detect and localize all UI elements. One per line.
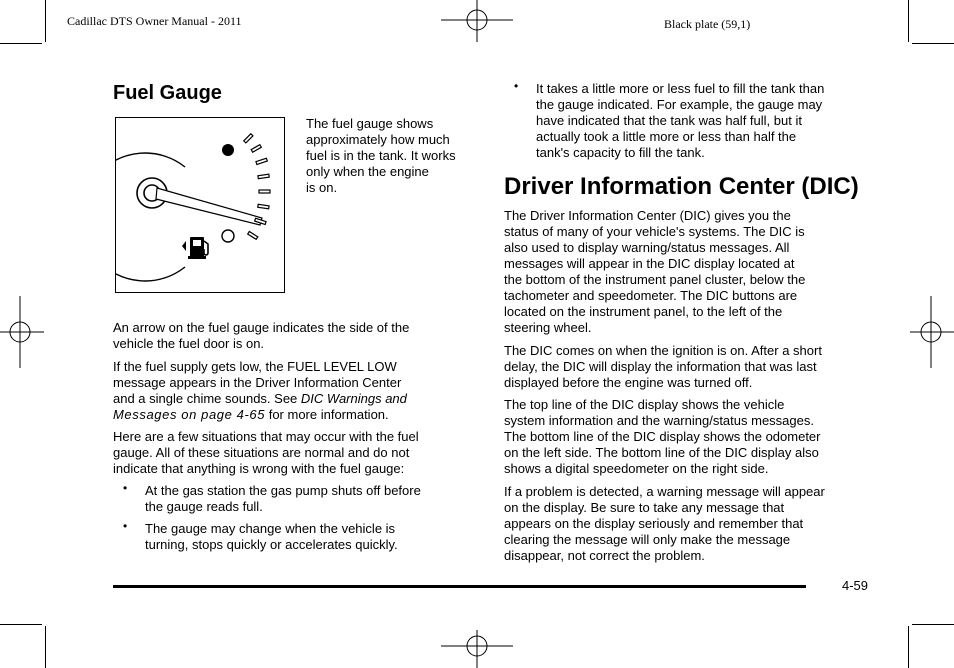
text-line: tachometer and speedometer. The DIC buttons are bbox=[504, 288, 798, 303]
text-line: At the gas station the gas pump shuts off before bbox=[145, 483, 421, 498]
text-line: The bottom line of the DIC display shows the odometer bbox=[504, 429, 821, 444]
bullet-item bbox=[145, 521, 485, 553]
text-line: indicate that anything is wrong with the fuel gauge: bbox=[113, 461, 405, 476]
paragraph-fuel-low bbox=[113, 359, 483, 423]
paragraph-dic-warning bbox=[504, 484, 874, 564]
text-line: gauge. All of these situations are normal and do not bbox=[113, 445, 410, 460]
crop-mark bbox=[912, 43, 954, 44]
text-line: It takes a little more or less fuel to fill the tank than bbox=[536, 81, 825, 96]
text-line: the gauge indicated. For example, the gauge may bbox=[536, 97, 823, 112]
caption-line: fuel is in the tank. It works bbox=[306, 148, 456, 163]
text-line: turning, stops quickly or accelerates quickly. bbox=[145, 537, 398, 552]
caption-line: The fuel gauge shows bbox=[306, 116, 434, 131]
text-line: The gauge may change when the vehicle is bbox=[145, 521, 396, 536]
text-line: located on the instrument panel, to the left of the bbox=[504, 304, 783, 319]
text-line: message appears in the Driver Information Center bbox=[113, 375, 402, 390]
registration-mark-right bbox=[910, 296, 954, 368]
cross-reference-link[interactable]: Messages on page 4-65 bbox=[113, 407, 266, 422]
crop-mark bbox=[0, 43, 42, 44]
section-heading-fuel-gauge: Fuel Gauge bbox=[113, 82, 222, 104]
text-line: disappear, not correct the problem. bbox=[504, 548, 705, 563]
text-span: and a single chime sounds. See bbox=[113, 391, 301, 406]
text-line: have indicated that the tank was half full, but it bbox=[536, 113, 802, 128]
footer-rule bbox=[113, 585, 806, 588]
text-line: Here are a few situations that may occur with the fuel bbox=[113, 429, 419, 444]
text-line: If a problem is detected, a warning message will appear bbox=[504, 484, 825, 499]
paragraph-dic-ignition bbox=[504, 343, 874, 391]
text-line: actually took a little more or less than half the bbox=[536, 129, 797, 144]
plate-label: Black plate (59,1) bbox=[664, 17, 751, 31]
bullet-icon: • bbox=[123, 481, 128, 495]
paragraph-fuel-door bbox=[113, 320, 483, 352]
crop-mark bbox=[908, 626, 909, 668]
caption-line: only when the engine bbox=[306, 164, 429, 179]
text-line: The top line of the DIC display shows the vehicle bbox=[504, 397, 785, 412]
crop-mark bbox=[908, 0, 909, 42]
crop-mark bbox=[0, 624, 42, 625]
paragraph-dic-intro bbox=[504, 208, 874, 336]
text-line: tank's capacity to fill the tank. bbox=[536, 145, 705, 160]
bullet-item bbox=[145, 483, 485, 515]
manual-title: Cadillac DTS Owner Manual - 2011 bbox=[67, 14, 242, 28]
text-line: vehicle the fuel door is on. bbox=[113, 336, 265, 351]
text-line: clearing the message will only make the message bbox=[504, 532, 791, 547]
text-line: The Driver Information Center (DIC) gives you the bbox=[504, 208, 791, 223]
text-span: for more information. bbox=[265, 407, 389, 422]
paragraph-situations bbox=[113, 429, 483, 477]
text-line: The DIC comes on when the ignition is on. After a short bbox=[504, 343, 822, 358]
text-line: on the display. Be sure to take any message that bbox=[504, 500, 785, 515]
crop-mark bbox=[45, 0, 46, 42]
text-line: the bottom of the instrument panel cluster, below the bbox=[504, 272, 806, 287]
text-line: messages will appear in the DIC display located at bbox=[504, 256, 795, 271]
gauge-caption bbox=[306, 116, 486, 196]
text-line: displayed before the engine was turned off. bbox=[504, 375, 753, 390]
text-line: An arrow on the fuel gauge indicates the side of the bbox=[113, 320, 410, 335]
registration-mark-bottom bbox=[441, 626, 513, 668]
text-line bbox=[113, 407, 483, 423]
text-line: If the fuel supply gets low, the FUEL LEVEL LOW bbox=[113, 359, 397, 374]
text-line: system information and the warning/status messages. bbox=[504, 413, 814, 428]
crop-mark bbox=[45, 626, 46, 668]
text-line: the gauge reads full. bbox=[145, 499, 263, 514]
caption-line: is on. bbox=[306, 180, 338, 195]
bullet-icon: • bbox=[514, 79, 519, 93]
bullet-icon: • bbox=[123, 519, 128, 533]
text-line: delay, the DIC will display the information that was last bbox=[504, 359, 817, 374]
text-line: shows a digital speedometer on the right side. bbox=[504, 461, 769, 476]
registration-mark-left bbox=[0, 296, 44, 368]
caption-line: approximately how much bbox=[306, 132, 450, 147]
section-heading-dic: Driver Information Center (DIC) bbox=[504, 173, 859, 200]
text-line bbox=[113, 391, 483, 407]
text-line: status of many of your vehicle's systems. The DIC is bbox=[504, 224, 805, 239]
crop-mark bbox=[912, 624, 954, 625]
page-number: 4-59 bbox=[842, 578, 869, 593]
registration-mark-top bbox=[441, 0, 513, 46]
bullet-item bbox=[536, 81, 876, 161]
text-line: steering wheel. bbox=[504, 320, 592, 335]
fuel-gauge-illustration bbox=[115, 117, 286, 293]
paragraph-dic-display bbox=[504, 397, 874, 477]
text-line: appears on the display seriously and remember that bbox=[504, 516, 804, 531]
cross-reference-link[interactable]: DIC Warnings and bbox=[300, 391, 407, 406]
text-line: also used to display warning/status messages. All bbox=[504, 240, 790, 255]
text-line: on the left side. The bottom line of the DIC display also bbox=[504, 445, 819, 460]
